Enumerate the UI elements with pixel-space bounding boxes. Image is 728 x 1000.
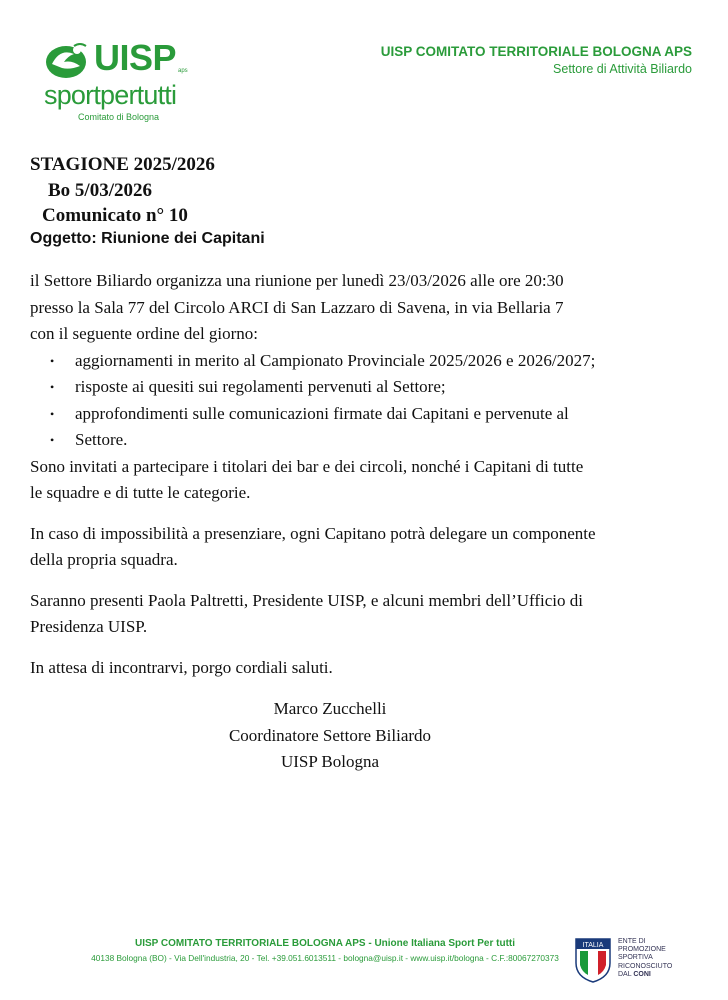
italia-shield-icon (574, 937, 612, 983)
body-line: le squadre e di tutte le categorie. (30, 483, 251, 502)
uisp-runner-icon (44, 40, 92, 80)
logo-tagline: sportpertutti (44, 80, 177, 110)
logo-aps: aps (178, 68, 188, 74)
signer-name: Marco Zucchelli (273, 699, 387, 718)
coni-recognition (574, 937, 694, 987)
body-line: Saranno presenti Paola Paltretti, Presidente UISP, e alcuni membri dell’Ufficio di (30, 590, 584, 610)
body-line: presso la Sala 77 del Circolo ARCI di San Lazzaro di Savena, in via Bellaria 7 (30, 297, 564, 317)
body-line: il Settore Biliardo organizza una riunione per lunedì 23/03/2026 alle ore 20:30 (30, 271, 564, 290)
agenda-item-continuation-text: Settore. (75, 430, 128, 449)
body-line: Sono invitati a partecipare i titolari dei bar e dei circoli, nonché i Capitani di tutte (30, 456, 584, 476)
body-line: della propria squadra. (30, 550, 178, 569)
logo-name: UISP (94, 37, 177, 78)
uisp-logo (44, 37, 194, 126)
document-date: Bo 5/03/2026 (48, 180, 152, 201)
body-line: con il seguente ordine del giorno: (30, 324, 259, 343)
agenda-item: • risposte ai quesiti sui regolamenti pervenuti al Settore; (75, 374, 700, 401)
coni-line: SPORTIVA (618, 954, 653, 962)
season-title: STAGIONE 2025/2026 (30, 154, 215, 175)
body-line: In caso di impossibilità a presenziare, ogni Capitano potrà delegare un componente (30, 523, 596, 543)
agenda-list (30, 348, 700, 454)
document-body (30, 268, 700, 681)
signer-org: UISP Bologna (280, 752, 380, 771)
org-subtitle: Settore di Attività Biliardo (553, 62, 692, 76)
coni-line: RICONOSCIUTO (618, 962, 673, 970)
coni-text (618, 938, 694, 979)
coni-dal: DAL (618, 970, 632, 978)
agenda-item: • approfondimenti sulle comunicazioni firmate dai Capitani e pervenute al (75, 401, 700, 428)
coni-name: CONI (633, 970, 651, 978)
comunicato-number: Comunicato n° 10 (42, 205, 188, 226)
agenda-item-continuation (75, 427, 700, 454)
coni-line (618, 971, 694, 979)
agenda-item: • aggiornamenti in merito al Campionato Provinciale 2025/2026 e 2026/2027; (75, 348, 700, 375)
signature-block (200, 696, 460, 776)
logo-comitato: Comitato di Bologna (78, 112, 160, 122)
body-line: Presidenza UISP. (30, 617, 148, 636)
italia-label: ITALIA (582, 942, 604, 949)
footer-contacts: 40138 Bologna (BO) - Via Dell'industria, 20 - Tel. +39.051.6013511 - bologna@uisp.it - www.uisp.it/bologna - C.F.:80067270373 (91, 953, 559, 963)
org-title: UISP COMITATO TERRITORIALE BOLOGNA APS (380, 44, 692, 59)
signer-role: Coordinatore Settore Biliardo (228, 725, 432, 745)
footer-org: UISP COMITATO TERRITORIALE BOLOGNA APS - Unione Italiana Sport Per tutti (134, 938, 516, 949)
coni-line: ENTE DI PROMOZIONE (618, 938, 666, 954)
subject-line: Oggetto: Riunione dei Capitani (30, 230, 265, 247)
closing-line: In attesa di incontrarvi, porgo cordiali saluti. (30, 657, 333, 677)
